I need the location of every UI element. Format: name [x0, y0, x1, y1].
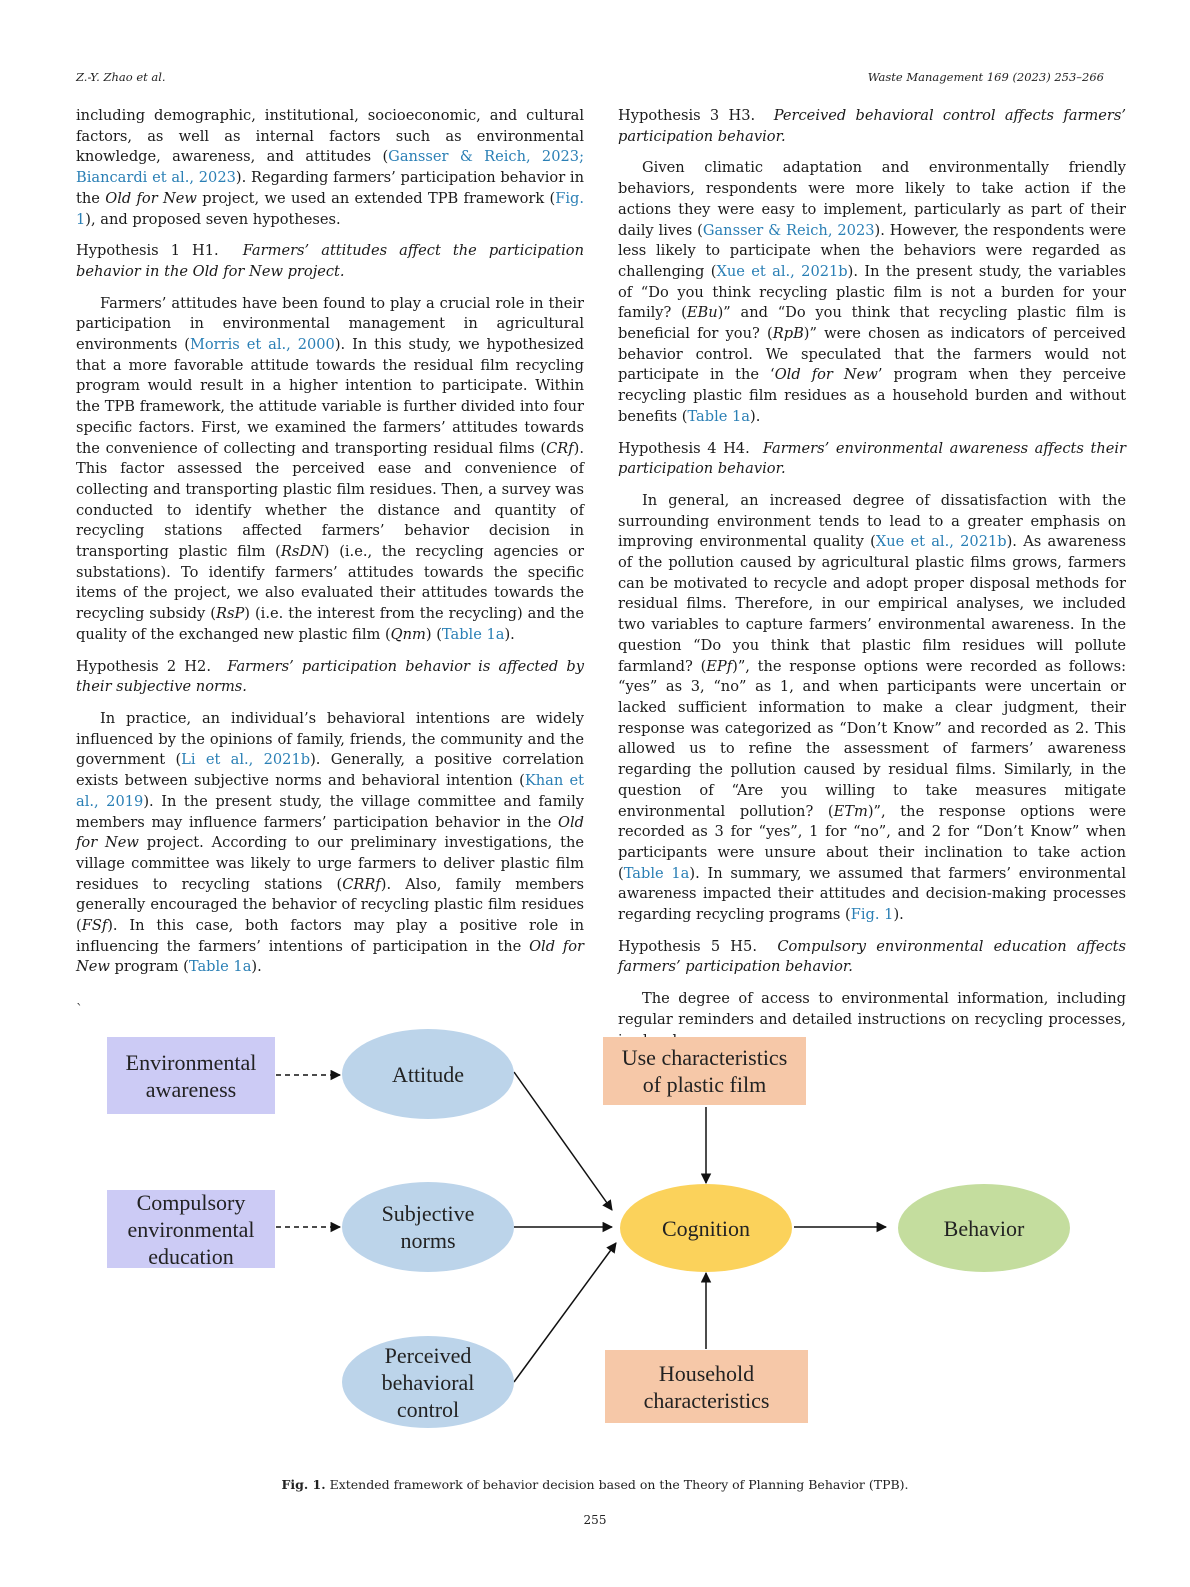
italic-text: RpB	[772, 325, 804, 343]
text: ), and proposed seven hypotheses.	[85, 210, 341, 228]
text: ). In the present study, the village committee and family members may influence farmers’ participation behavior in the	[76, 792, 584, 831]
text: including demographic, institutional, socioeconomic, and cultural factors, as well as internal factors such as environmental knowledge, awareness, and attitudes (	[76, 107, 584, 166]
citation-link[interactable]: Gansser & Reich, 2023; Biancardi et al., 2023	[76, 148, 584, 187]
text: ’ program when they perceive recycling plastic film residues as a household burden and without benefits (	[618, 366, 1126, 425]
figure-tpb-framework	[100, 1035, 1090, 1460]
text: )”, the response options were recorded as 3 for “yes”, 1 for “no”, and 2 for “Don’t Know” when participants were unsure about their inclination to take action (	[618, 802, 1126, 882]
hypothesis-3	[618, 106, 1126, 147]
arrow-attitude-to-cognition	[514, 1072, 612, 1210]
text: project. According to our preliminary investigations, the village committee was likely to urge farmers to deliver plastic film residues to recycling stations (	[76, 834, 585, 893]
text: ).	[893, 906, 904, 924]
italic-text: Old for New	[774, 366, 878, 384]
italic-text: ETm	[833, 802, 868, 820]
text: ).	[251, 958, 262, 976]
hypothesis-label: Hypothesis 5 H5.	[618, 937, 757, 955]
italic-text: CRRf	[342, 875, 381, 893]
table-link[interactable]: Table 1a	[687, 407, 751, 425]
text: ). In this case, both factors may play a positive role in influencing the farmers’ intentions of participation in the	[76, 917, 584, 955]
text: )” were chosen as indicators of perceived behavior control. We speculated that the farmers would not participate in the ‘	[618, 325, 1126, 384]
text: ). This factor assessed the perceived ease and convenience of collecting and transporting plastic film residues. Then, a survey was conducted to identify whether the distance and quantity of recycling stations affected farmers’ behavior decision in transporting plastic film (	[76, 439, 584, 561]
paragraph	[618, 158, 1126, 427]
text: ) (i.e. the interest from the recycling) and the quality of the exchanged new plastic film (	[76, 605, 585, 643]
text: project, we used an extended TPB framework (	[196, 189, 556, 207]
text: )”, the response options were recorded as follows: “yes” as 3, “no” as 1, and when participants were uncertain or lacked sufficient information to make a clear judgment, their response was categorized as “Don’t Know” and recorded as 2. This allowed us to refine the assessment of farmers’ awareness regarding the pollution caused by residual films. Similarly, in the question of “Are you willing to take measures mitigate environmental pollution? (	[618, 657, 1127, 820]
text: ). In the present study, the variables of “Do you think recycling plastic film is not a burden for your family? (	[618, 262, 1126, 322]
text: ). Also, family members generally encouraged the behavior of recycling plastic film residues (	[76, 875, 584, 935]
text: In practice, an individual’s behavioral intentions are widely influenced by the opinions of family, friends, the community and the government (	[76, 709, 584, 769]
hypothesis-5	[618, 937, 1126, 978]
page-number: 255	[583, 1513, 607, 1527]
text: ) (	[425, 625, 442, 643]
caption-text: Extended framework of behavior decision based on the Theory of Planning Behavior (TPB).	[329, 1477, 909, 1492]
table-link[interactable]: Table 1a	[441, 625, 505, 643]
paragraph	[76, 106, 584, 230]
text: ). Regarding farmers’ participation behavior in the	[76, 169, 584, 207]
text: ). Generally, a positive correlation exists between subjective norms and behavioral intention (	[76, 751, 584, 790]
hypothesis-label: Hypothesis 4 H4.	[618, 439, 750, 457]
table-link[interactable]: Table 1a	[188, 958, 252, 976]
paragraph	[618, 491, 1126, 926]
text: In general, an increased degree of dissatisfaction with the surrounding environment tends to lead to a greater emphasis on improving environmental quality (	[618, 491, 1126, 551]
italic-text: Old for New	[76, 937, 584, 976]
figure-caption	[0, 1477, 1190, 1492]
italic-text: Qnm	[390, 625, 426, 643]
node-attitude: Attitude	[342, 1029, 514, 1119]
text: Farmers’ attitudes have been found to play a crucial role in their participation in environmental management in agricultural environments (	[76, 294, 584, 354]
italic-text: Old for New	[76, 813, 584, 852]
hypothesis-1	[76, 241, 584, 282]
hypothesis-label: Hypothesis 2 H2.	[76, 657, 211, 675]
node-perceived-behavioral-control: Perceived behavioral control	[342, 1336, 514, 1428]
figure-link[interactable]: Fig. 1	[76, 189, 585, 228]
hypothesis-2	[76, 657, 584, 698]
citation-link[interactable]: Xue et al., 2021b	[875, 533, 1007, 551]
hypothesis-text: Farmers’ participation behavior is affected by their subjective norms.	[76, 657, 584, 696]
citation-link[interactable]: Li et al., 2021b	[181, 751, 311, 769]
left-column	[76, 106, 584, 978]
hypothesis-4	[618, 439, 1126, 480]
paragraph	[76, 709, 584, 978]
italic-text: FSf	[81, 917, 108, 935]
running-head-journal: Waste Management 169 (2023) 253–266	[867, 70, 1104, 84]
text: ). In summary, we assumed that farmers’ environmental awareness impacted their attitudes and decision-making processes regarding recycling programs (	[618, 864, 1126, 924]
arrow-control-to-cognition	[514, 1243, 616, 1382]
citation-link[interactable]: Gansser & Reich, 2023	[702, 221, 875, 239]
text: )” and “Do you think that recycling plastic film is beneficial for you? (	[618, 304, 1126, 343]
node-household-characteristics: Household characteristics	[605, 1350, 808, 1423]
italic-text: CRf	[546, 439, 574, 457]
figure-link[interactable]: Fig. 1	[850, 906, 894, 924]
text: ).	[504, 625, 515, 643]
hypothesis-label: Hypothesis 1 H1.	[76, 242, 219, 260]
running-head-authors: Z.-Y. Zhao et al.	[76, 70, 166, 84]
text: The degree of access to environmental information, including regular reminders and detailed instructions on recycling processes,	[618, 990, 1126, 1028]
hypothesis-label: Hypothesis 3 H3.	[618, 107, 756, 124]
citation-link[interactable]: Morris et al., 2000	[189, 336, 335, 354]
node-cognition: Cognition	[620, 1184, 792, 1272]
paragraph	[76, 294, 584, 646]
italic-text: Old for New	[105, 189, 197, 207]
table-link[interactable]: Table 1a	[623, 864, 690, 882]
italic-text: RsP	[215, 605, 245, 623]
text: ) (i.e., the recycling agencies or substations). To identify farmers’ attitudes towards the specific items of the project, we also evaluated their attitudes towards the recycling subsidy (	[76, 543, 585, 623]
node-use-characteristics: Use characteristics of plastic film	[603, 1037, 806, 1105]
text: ). As awareness of the pollution caused by agricultural plastic films grows, farmers can be motivated to recycle and adopt proper disposal methods for residual films. Therefore, in our empirical analyses, we included two variables to capture farmers’ environmental awareness. In the question “Do you think that plastic film residues will pollute farmland? (	[618, 533, 1126, 675]
italic-text: EPf	[706, 657, 733, 675]
text: ). In this study, we hypothesized that a more favorable attitude towards the residual film recycling program would result in a higher intention to participate. Within the TPB framework, the attitude variable is further divided into four specific factors. First, we examined the farmers’ attitudes towards the convenience of collecting and transporting residual films (	[76, 336, 585, 457]
node-compulsory-education: Compulsory environmental education	[107, 1190, 275, 1268]
right-column	[618, 106, 1126, 1051]
text: ).	[750, 407, 761, 425]
text: Given climatic adaptation and environmentally friendly behaviors, respondents were more likely to take action if the actions they were easy to implement, particularly as part of their daily lives (	[618, 159, 1126, 239]
italic-text: RsDN	[280, 543, 324, 561]
hypothesis-text: Compulsory environmental education affects farmers’ participation behavior.	[618, 937, 1127, 976]
citation-link[interactable]: Khan et al., 2019	[76, 772, 585, 810]
node-environmental-awareness: Environmental awareness	[107, 1037, 275, 1114]
hypothesis-text: Farmers’ attitudes affect the participation behavior in the Old for New project.	[76, 242, 584, 280]
italic-text: EBu	[686, 304, 718, 322]
citation-link[interactable]: Xue et al., 2021b	[716, 262, 848, 280]
text: program (	[109, 958, 189, 976]
node-behavior: Behavior	[898, 1184, 1070, 1272]
text: ). However, the respondents were less likely to participate when the behaviors were regarded as challenging (	[618, 221, 1126, 280]
hypothesis-text: Perceived behavioral control affects farmers’ participation behavior.	[618, 107, 1126, 145]
stray-mark: `	[76, 1002, 83, 1018]
node-subjective-norms: Subjective norms	[342, 1182, 514, 1272]
hypothesis-text: Farmers’ environmental awareness affects their participation behavior.	[618, 439, 1127, 478]
caption-label: Fig. 1.	[281, 1477, 326, 1492]
